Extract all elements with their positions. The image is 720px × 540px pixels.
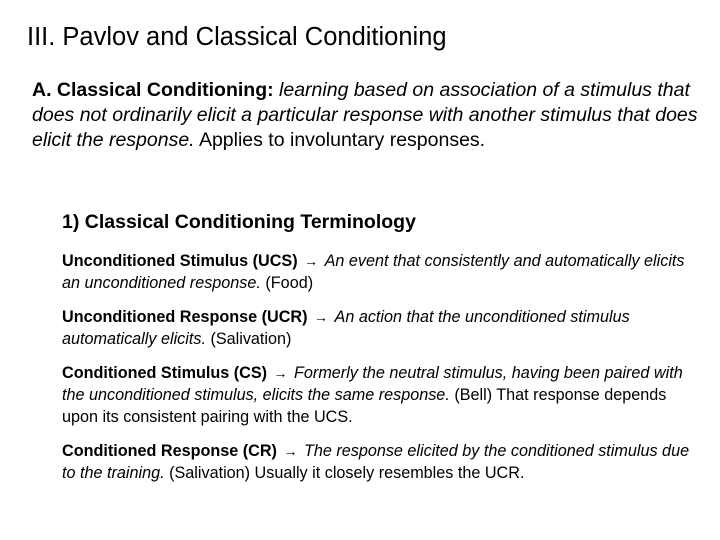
term-entry-cr bbox=[62, 440, 702, 484]
term-entry-ucr bbox=[62, 306, 702, 350]
term-name: Conditioned Stimulus (CS) bbox=[62, 364, 268, 382]
arrow-right-icon: → bbox=[314, 309, 329, 325]
main-point-definition: learning based on association of a stimulus that does not ordinarily elicit a particular response with another stimulus that does elicit the response. bbox=[32, 79, 698, 151]
term-entry-cs bbox=[62, 362, 702, 428]
term-note: (Bell) That response depends upon its consistent pairing with the UCS. bbox=[62, 386, 667, 426]
term-name: Unconditioned Stimulus (UCS) bbox=[62, 252, 298, 270]
term-definition: An action that the unconditioned stimulus automatically elicits. bbox=[62, 308, 630, 348]
main-point bbox=[32, 78, 698, 153]
arrow-right-icon: → bbox=[304, 253, 319, 269]
term-definition: An event that consistently and automatically elicits an unconditioned response. bbox=[62, 252, 685, 292]
slide-title: III. Pavlov and Classical Conditioning bbox=[27, 23, 447, 51]
term-note: (Salivation) bbox=[210, 330, 292, 348]
term-entry-ucs bbox=[62, 250, 702, 294]
term-note: (Salivation) Usually it closely resembles the UCR. bbox=[169, 464, 525, 482]
term-list bbox=[62, 250, 702, 496]
term-name: Unconditioned Response (UCR) bbox=[62, 308, 308, 326]
term-note: (Food) bbox=[265, 274, 314, 292]
arrow-right-icon: → bbox=[283, 443, 298, 459]
term-definition: The response elicited by the conditioned stimulus due to the training. bbox=[62, 442, 690, 482]
sub-heading: 1) Classical Conditioning Terminology bbox=[62, 211, 416, 233]
term-name: Conditioned Response (CR) bbox=[62, 442, 277, 460]
term-definition: Formerly the neutral stimulus, having been paired with the unconditioned stimulus, elicits the same response. bbox=[62, 364, 683, 404]
main-point-term: A. Classical Conditioning: bbox=[32, 79, 274, 101]
arrow-right-icon: → bbox=[273, 365, 288, 381]
main-point-note: Applies to involuntary responses. bbox=[198, 129, 486, 151]
